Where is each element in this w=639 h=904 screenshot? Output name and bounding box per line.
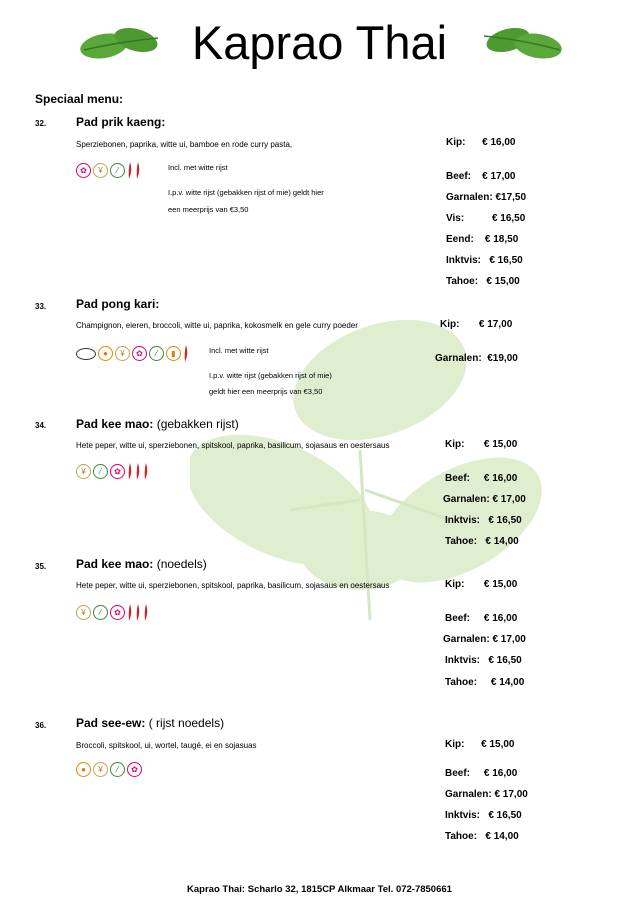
price-line: Tahoe: € 14,00 — [445, 831, 519, 842]
allergen-icons — [76, 762, 142, 777]
fish-icon — [76, 348, 96, 360]
dish-name: Pad kee mao: (gebakken rijst) — [76, 417, 239, 431]
price-line: Garnalen: € 17,00 — [443, 494, 526, 505]
price-line: Kip: € 15,00 — [445, 439, 518, 450]
dish-ingredients: Hete peper, witte ui, sperziebonen, spitskool, paprika, basilicum, sojasaus en oestersaus — [76, 581, 390, 590]
shellfish-icon: ✿ — [127, 762, 142, 777]
egg-icon: ● — [76, 762, 91, 777]
chili-icon — [127, 463, 133, 480]
dish-name: Pad see-ew: ( rijst noedels) — [76, 716, 225, 730]
price-line: Beef: € 16,00 — [445, 613, 518, 624]
soy-icon: ⁄ — [110, 762, 125, 777]
chili-icon — [183, 345, 189, 362]
dish-note: Incl. met witte rijst — [168, 163, 228, 172]
dish-note: Incl. met witte rijst — [209, 346, 269, 355]
soy-icon: ⁄ — [149, 346, 164, 361]
allergen-icons — [76, 463, 149, 480]
wheat-icon: ¥ — [93, 163, 108, 178]
price-line: Tahoe: € 15,00 — [446, 276, 520, 287]
shellfish-icon: ✿ — [110, 605, 125, 620]
wheat-icon: ¥ — [76, 464, 91, 479]
price-line: Inktvis: € 16,50 — [445, 515, 522, 526]
price-line: Kip: € 15,00 — [445, 739, 515, 750]
dish-note: geldt hier een meerprijs van €3,50 — [209, 387, 323, 396]
price-line: Garnalen: € 17,00 — [443, 634, 526, 645]
chili-icon — [143, 604, 149, 621]
price-line: Kip: € 15,00 — [445, 579, 518, 590]
dish-name: Pad kee mao: (noedels) — [76, 557, 207, 571]
wheat-icon: ¥ — [115, 346, 130, 361]
price-line: Garnalen: € 17,00 — [445, 789, 528, 800]
dish-ingredients: Hete peper, witte ui, sperziebonen, spitskool, paprika, basilicum, sojasaus en oestersaus — [76, 441, 390, 450]
section-title: Speciaal menu: — [35, 92, 124, 106]
dish-number: 35. — [35, 562, 47, 571]
price-line: Eend: € 18,50 — [446, 234, 519, 245]
egg-icon: ● — [98, 346, 113, 361]
chili-icon — [143, 463, 149, 480]
chili-icon — [127, 162, 133, 179]
price-line: Tahoe: € 14,00 — [445, 536, 519, 547]
dish-note: I.p.v. witte rijst (gebakken rijst of mie) geldt hier — [168, 188, 324, 197]
footer-contact: Kaprao Thai: Scharlo 32, 1815CP Alkmaar Tel. 072-7850661 — [187, 884, 452, 895]
chili-icon — [135, 162, 141, 179]
dish-note: een meerprijs van €3,50 — [168, 205, 249, 214]
allergen-icons — [76, 604, 149, 621]
shellfish-icon: ✿ — [110, 464, 125, 479]
price-line: Kip: € 17,00 — [440, 319, 513, 330]
price-line: Beef: € 16,00 — [445, 768, 518, 779]
wheat-icon: ¥ — [93, 762, 108, 777]
dish-ingredients: Broccoli, spitskool, ui, wortel, taugé, ei en sojasuas — [76, 741, 257, 750]
dish-note: I.p.v. witte rijst (gebakken rijst of mie) — [209, 371, 332, 380]
price-line: Beef: € 17,00 — [446, 171, 516, 182]
price-line: Beef: € 16,00 — [445, 473, 518, 484]
dish-number: 33. — [35, 302, 47, 311]
bottle-icon: ▮ — [166, 346, 181, 361]
price-line: Vis: € 16,50 — [446, 213, 526, 224]
price-line: Garnalen: €19,00 — [435, 353, 518, 364]
soy-icon: ⁄ — [93, 605, 108, 620]
dish-number: 34. — [35, 421, 47, 430]
chili-icon — [135, 463, 141, 480]
chili-icon — [135, 604, 141, 621]
price-line: Inktvis: € 16,50 — [445, 655, 522, 666]
restaurant-title: Kaprao Thai — [191, 16, 448, 69]
shellfish-icon: ✿ — [132, 346, 147, 361]
dish-number: 36. — [35, 721, 47, 730]
price-line: Kip: € 16,00 — [446, 137, 516, 148]
dish-ingredients: Champignon, eieren, broccoli, witte ui, paprika, kokosmelk en gele curry poeder — [76, 321, 358, 330]
dish-name: Pad prik kaeng: — [76, 115, 166, 129]
price-line: Tahoe: € 14,00 — [445, 677, 525, 688]
wheat-icon: ¥ — [76, 605, 91, 620]
price-line: Garnalen: €17,50 — [446, 192, 527, 203]
dish-name: Pad pong kari: — [76, 297, 160, 311]
allergen-icons — [76, 345, 189, 362]
shellfish-icon: ✿ — [76, 163, 91, 178]
dish-number: 32. — [35, 119, 47, 128]
price-line: Inktvis: € 16,50 — [445, 810, 522, 821]
dish-ingredients: Sperziebonen, paprika, witte ui, bamboe en rode curry pasta, — [76, 140, 293, 149]
soy-icon: ⁄ — [110, 163, 125, 178]
allergen-icons — [76, 162, 141, 179]
price-line: Inktvis: € 16,50 — [446, 255, 523, 266]
chili-icon — [127, 604, 133, 621]
soy-icon: ⁄ — [93, 464, 108, 479]
